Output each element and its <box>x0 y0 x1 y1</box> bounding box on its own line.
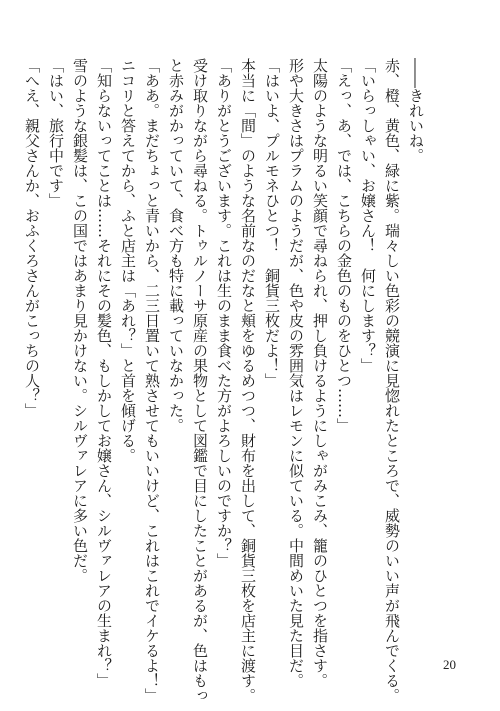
text-line: 受け取りながら尋ねる。トゥルノーサ原産の果物として図鑑で目にしたことがあるが、色はもっ <box>191 58 209 703</box>
text-line: 「えっ、あ、では、こちらの金色のものをひとつ……」 <box>335 58 353 433</box>
page-number: 20 <box>443 657 456 672</box>
text-line: ニコリと答えてから、ふと店主は「あれ？」と首を傾げる。 <box>119 58 137 463</box>
text-line: 赤、橙、黄色、緑に紫。瑞々しい色彩の競演に見惚れたところで、威勢のいい声が飛んでくる。 <box>383 58 401 703</box>
text-line: 「はい、旅行中です」 <box>47 58 65 208</box>
text-line: 「ああ。まだちょっと青いから、二三日置いて熟させてもいいけど、これはこれでイケるよ！」 <box>143 58 161 703</box>
text-line: 「へえ、親父さんか、おふくろさんがこっちの人？」 <box>23 58 41 418</box>
text-line: 「知らないってことは……それにその髪色、もしかしてお嬢さん、シルヴァレアの生まれ？」 <box>95 58 113 688</box>
vertical-text-body <box>23 58 428 703</box>
text-line: 形や大きさはプラムのようだが、色や皮の雰囲気はレモンに似ている。中間めいた見た目だ。 <box>287 58 305 688</box>
text-line: 「はいよ、プルモネひとつ！ 銅貨三枚だよ！」 <box>263 58 281 388</box>
text-line: 「いらっしゃい、お嬢さん！ 何にします？」 <box>359 58 377 373</box>
text-line: 雪のような銀髪は、この国ではあまり見かけない。シルヴァレアに多い色だ。 <box>71 58 89 583</box>
text-line: 本当に「間」のような名前なのだなと頬をゆるめつつ、財布を出して、銅貨三枚を店主に渡す。 <box>239 58 257 703</box>
text-line: ――きれいね。 <box>407 58 425 163</box>
text-line: 「ありがとうございます。これは生のまま食べた方がよろしいのですか？」 <box>215 58 233 568</box>
text-line: 太陽のような明るい笑顔で尋ねられ、押し負けるようにしゃがみこみ、籠のひとつを指さす。 <box>311 58 329 688</box>
text-line: と赤みがかっていて、食べ方も特に載っていなかった。 <box>167 58 185 433</box>
